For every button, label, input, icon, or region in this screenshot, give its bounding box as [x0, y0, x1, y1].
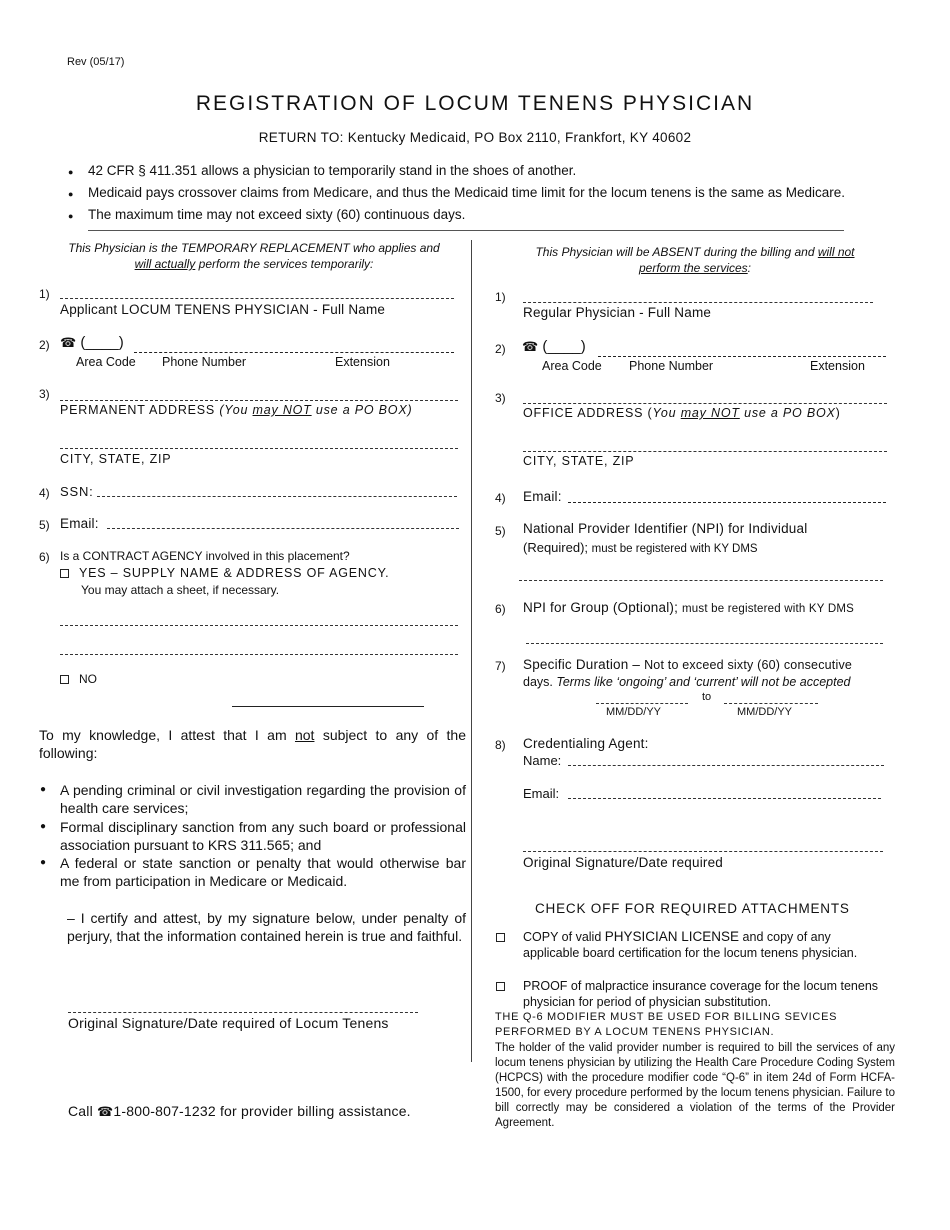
agent-signature-field[interactable]: [523, 851, 883, 852]
applicant-name-field[interactable]: [60, 298, 454, 299]
phone-number-label: Phone Number: [162, 355, 247, 369]
agent-name-field[interactable]: [568, 765, 884, 766]
field-number: 1): [495, 290, 506, 304]
field-number: 6): [39, 550, 50, 564]
end-date-field[interactable]: [724, 703, 818, 704]
field-number: 5): [495, 524, 506, 538]
credentialing-agent-label: Credentialing Agent:: [523, 736, 649, 751]
npi-individual-label: National Provider Identifier (NPI) for Individual: [523, 521, 808, 536]
agency-name-field[interactable]: [60, 625, 458, 626]
area-code-label: Area Code: [76, 355, 136, 369]
applicant-name-label: Applicant LOCUM TENENS PHYSICIAN - Full Name: [60, 302, 386, 317]
ssn-label: SSN:: [60, 484, 94, 499]
npi-group-label: NPI for Group (Optional); must be registered with KY DMS: [523, 600, 854, 615]
attach-sheet-note: You may attach a sheet, if necessary.: [81, 583, 280, 597]
locum-signature-label: Original Signature/Date required of Locum Tenens: [68, 1015, 389, 1031]
checkbox-icon[interactable]: [496, 933, 505, 942]
email-label: Email:: [60, 516, 99, 531]
info-bullet: ● Medicaid pays crossover claims from Medicare, and thus the Medicaid time limit for the locum tenens is the same as Medicare.: [69, 185, 845, 200]
field-number: 6): [495, 602, 506, 616]
phone-line[interactable]: [134, 352, 454, 353]
checkbox-icon[interactable]: [496, 982, 505, 991]
return-address: RETURN TO: Kentucky Medicaid, PO Box 2110, Frankfort, KY 40602: [258, 130, 692, 145]
ssn-field[interactable]: [97, 496, 457, 497]
field-number: 7): [495, 659, 506, 673]
specific-duration-note: days. Terms like ‘ongoing’ and ‘current’ will not be accepted: [523, 675, 851, 689]
billing-assistance-note: Call ☎1-800-807-1232 for provider billing assistance.: [68, 1103, 411, 1119]
attestation-item: ● A pending criminal or civil investigation regarding the provision of health care services;: [40, 782, 466, 816]
field-number: 3): [39, 387, 50, 401]
city-state-zip-field[interactable]: [60, 448, 458, 449]
field-number: 1): [39, 287, 50, 301]
certification-statement: – I certify and attest, by my signature below, under penalty of perjury, that the information contained herein is true and faithful.: [67, 910, 466, 944]
field-number: 8): [495, 738, 506, 752]
attestation-item: ● A federal or state sanction or penalty that would otherwise bar me from participation in Medicare or Medicaid.: [40, 855, 466, 889]
agent-signature-label: Original Signature/Date required: [523, 855, 724, 870]
revision-label: Rev (05/17): [67, 56, 125, 68]
form-title: REGISTRATION OF LOCUM TENENS PHYSICIAN: [195, 92, 755, 115]
telephone-icon: ☎: [522, 339, 539, 354]
permanent-address-field[interactable]: [60, 400, 458, 401]
specific-duration-label: Specific Duration – Not to exceed sixty (60) consecutive: [523, 657, 853, 672]
area-code-label: Area Code: [542, 359, 602, 373]
regular-phone-field[interactable]: ☎ (____): [522, 338, 586, 355]
npi-group-field[interactable]: [526, 643, 883, 644]
telephone-icon: ☎: [97, 1104, 114, 1119]
malpractice-attachment-item: PROOF of malpractice insurance coverage for the locum tenens physician for period of physician substitution.: [523, 979, 879, 1009]
field-number: 3): [495, 391, 506, 405]
contract-agency-yes-option[interactable]: YES – SUPPLY NAME & ADDRESS OF AGENCY.: [60, 566, 389, 580]
attestation-intro: To my knowledge, I attest that I am not subject to any of the following:: [39, 727, 466, 761]
telephone-icon: ☎: [60, 335, 77, 350]
contract-agency-no-option[interactable]: NO: [60, 672, 97, 686]
start-date-field[interactable]: [596, 703, 688, 704]
checkbox-icon[interactable]: [60, 569, 69, 578]
office-city-state-zip-label: CITY, STATE, ZIP: [523, 454, 635, 468]
regular-email-field[interactable]: [568, 502, 886, 503]
date-range-separator: to: [702, 691, 712, 703]
agency-address-field[interactable]: [60, 654, 458, 655]
field-number: 5): [39, 518, 50, 532]
office-city-state-zip-field[interactable]: [523, 451, 887, 452]
agent-email-label: Email:: [523, 786, 560, 801]
field-number: 2): [495, 342, 506, 356]
city-state-zip-label: CITY, STATE, ZIP: [60, 452, 172, 466]
regular-physician-name-label: Regular Physician - Full Name: [523, 305, 712, 320]
agent-name-label: Name:: [523, 753, 562, 768]
header-divider: [88, 230, 844, 231]
permanent-address-label: PERMANENT ADDRESS (You may NOT use a PO BOX): [60, 403, 413, 417]
license-attachment-item: COPY of valid PHYSICIAN LICENSE and copy of any applicable board certification for the locum tenens physician.: [523, 929, 858, 960]
regular-email-label: Email:: [523, 489, 562, 504]
extension-label: Extension: [335, 355, 390, 369]
office-address-label: OFFICE ADDRESS (You may NOT use a PO BOX): [523, 406, 841, 420]
npi-individual-note: (Required); must be registered with KY DMS: [523, 540, 758, 555]
extension-label: Extension: [810, 359, 865, 373]
agent-email-field[interactable]: [568, 798, 881, 799]
office-address-field[interactable]: [523, 403, 887, 404]
applicant-phone-field[interactable]: ☎ (____): [60, 334, 124, 351]
column-divider: [471, 240, 472, 1062]
left-column-header: This Physician is the TEMPORARY REPLACEMENT who applies and will actually perform the services temporarily:: [68, 241, 440, 271]
end-date-format: MM/DD/YY: [737, 706, 792, 718]
field-number: 2): [39, 338, 50, 352]
right-column-header: This Physician will be ABSENT during the billing and will not perform the services:: [535, 245, 855, 275]
info-bullet: ● The maximum time may not exceed sixty (60) continuous days.: [69, 207, 465, 222]
phone-number-label: Phone Number: [629, 359, 714, 373]
checkbox-icon[interactable]: [60, 675, 69, 684]
info-bullet: ● 42 CFR § 411.351 allows a physician to temporarily stand in the shoes of another.: [69, 163, 576, 178]
locum-signature-field[interactable]: [68, 1012, 418, 1013]
phone-line[interactable]: [598, 356, 886, 357]
attachments-title: CHECK OFF FOR REQUIRED ATTACHMENTS: [535, 901, 850, 916]
field-number: 4): [39, 486, 50, 500]
section-divider: [232, 706, 424, 707]
email-field[interactable]: [107, 528, 459, 529]
regular-physician-name-field[interactable]: [523, 302, 873, 303]
start-date-format: MM/DD/YY: [606, 706, 661, 718]
npi-individual-field[interactable]: [519, 580, 883, 581]
contract-agency-question: Is a CONTRACT AGENCY involved in this placement?: [60, 549, 350, 563]
q6-modifier-text: The holder of the valid provider number is required to bill the services of any locum tenens physician by utilizing the Health Care Procedure Coding System (HCPCS) with the procedure modifier code “Q-6” in item 24d of Form HCFA-1500, for every procedure performed by the locum tenens physician. Failure to bill correctly may be considered a violation of the terms of the Provider Agreement.: [495, 1042, 895, 1129]
q6-modifier-heading: THE Q-6 MODIFIER MUST BE USED FOR BILLING SEVICES PERFORMED BY A LOCUM TENENS PHYSICIAN.: [495, 1011, 838, 1038]
field-number: 4): [495, 491, 506, 505]
attestation-item: ● Formal disciplinary sanction from any such board or professional association pursuant to KRS 311.565; and: [40, 819, 466, 853]
